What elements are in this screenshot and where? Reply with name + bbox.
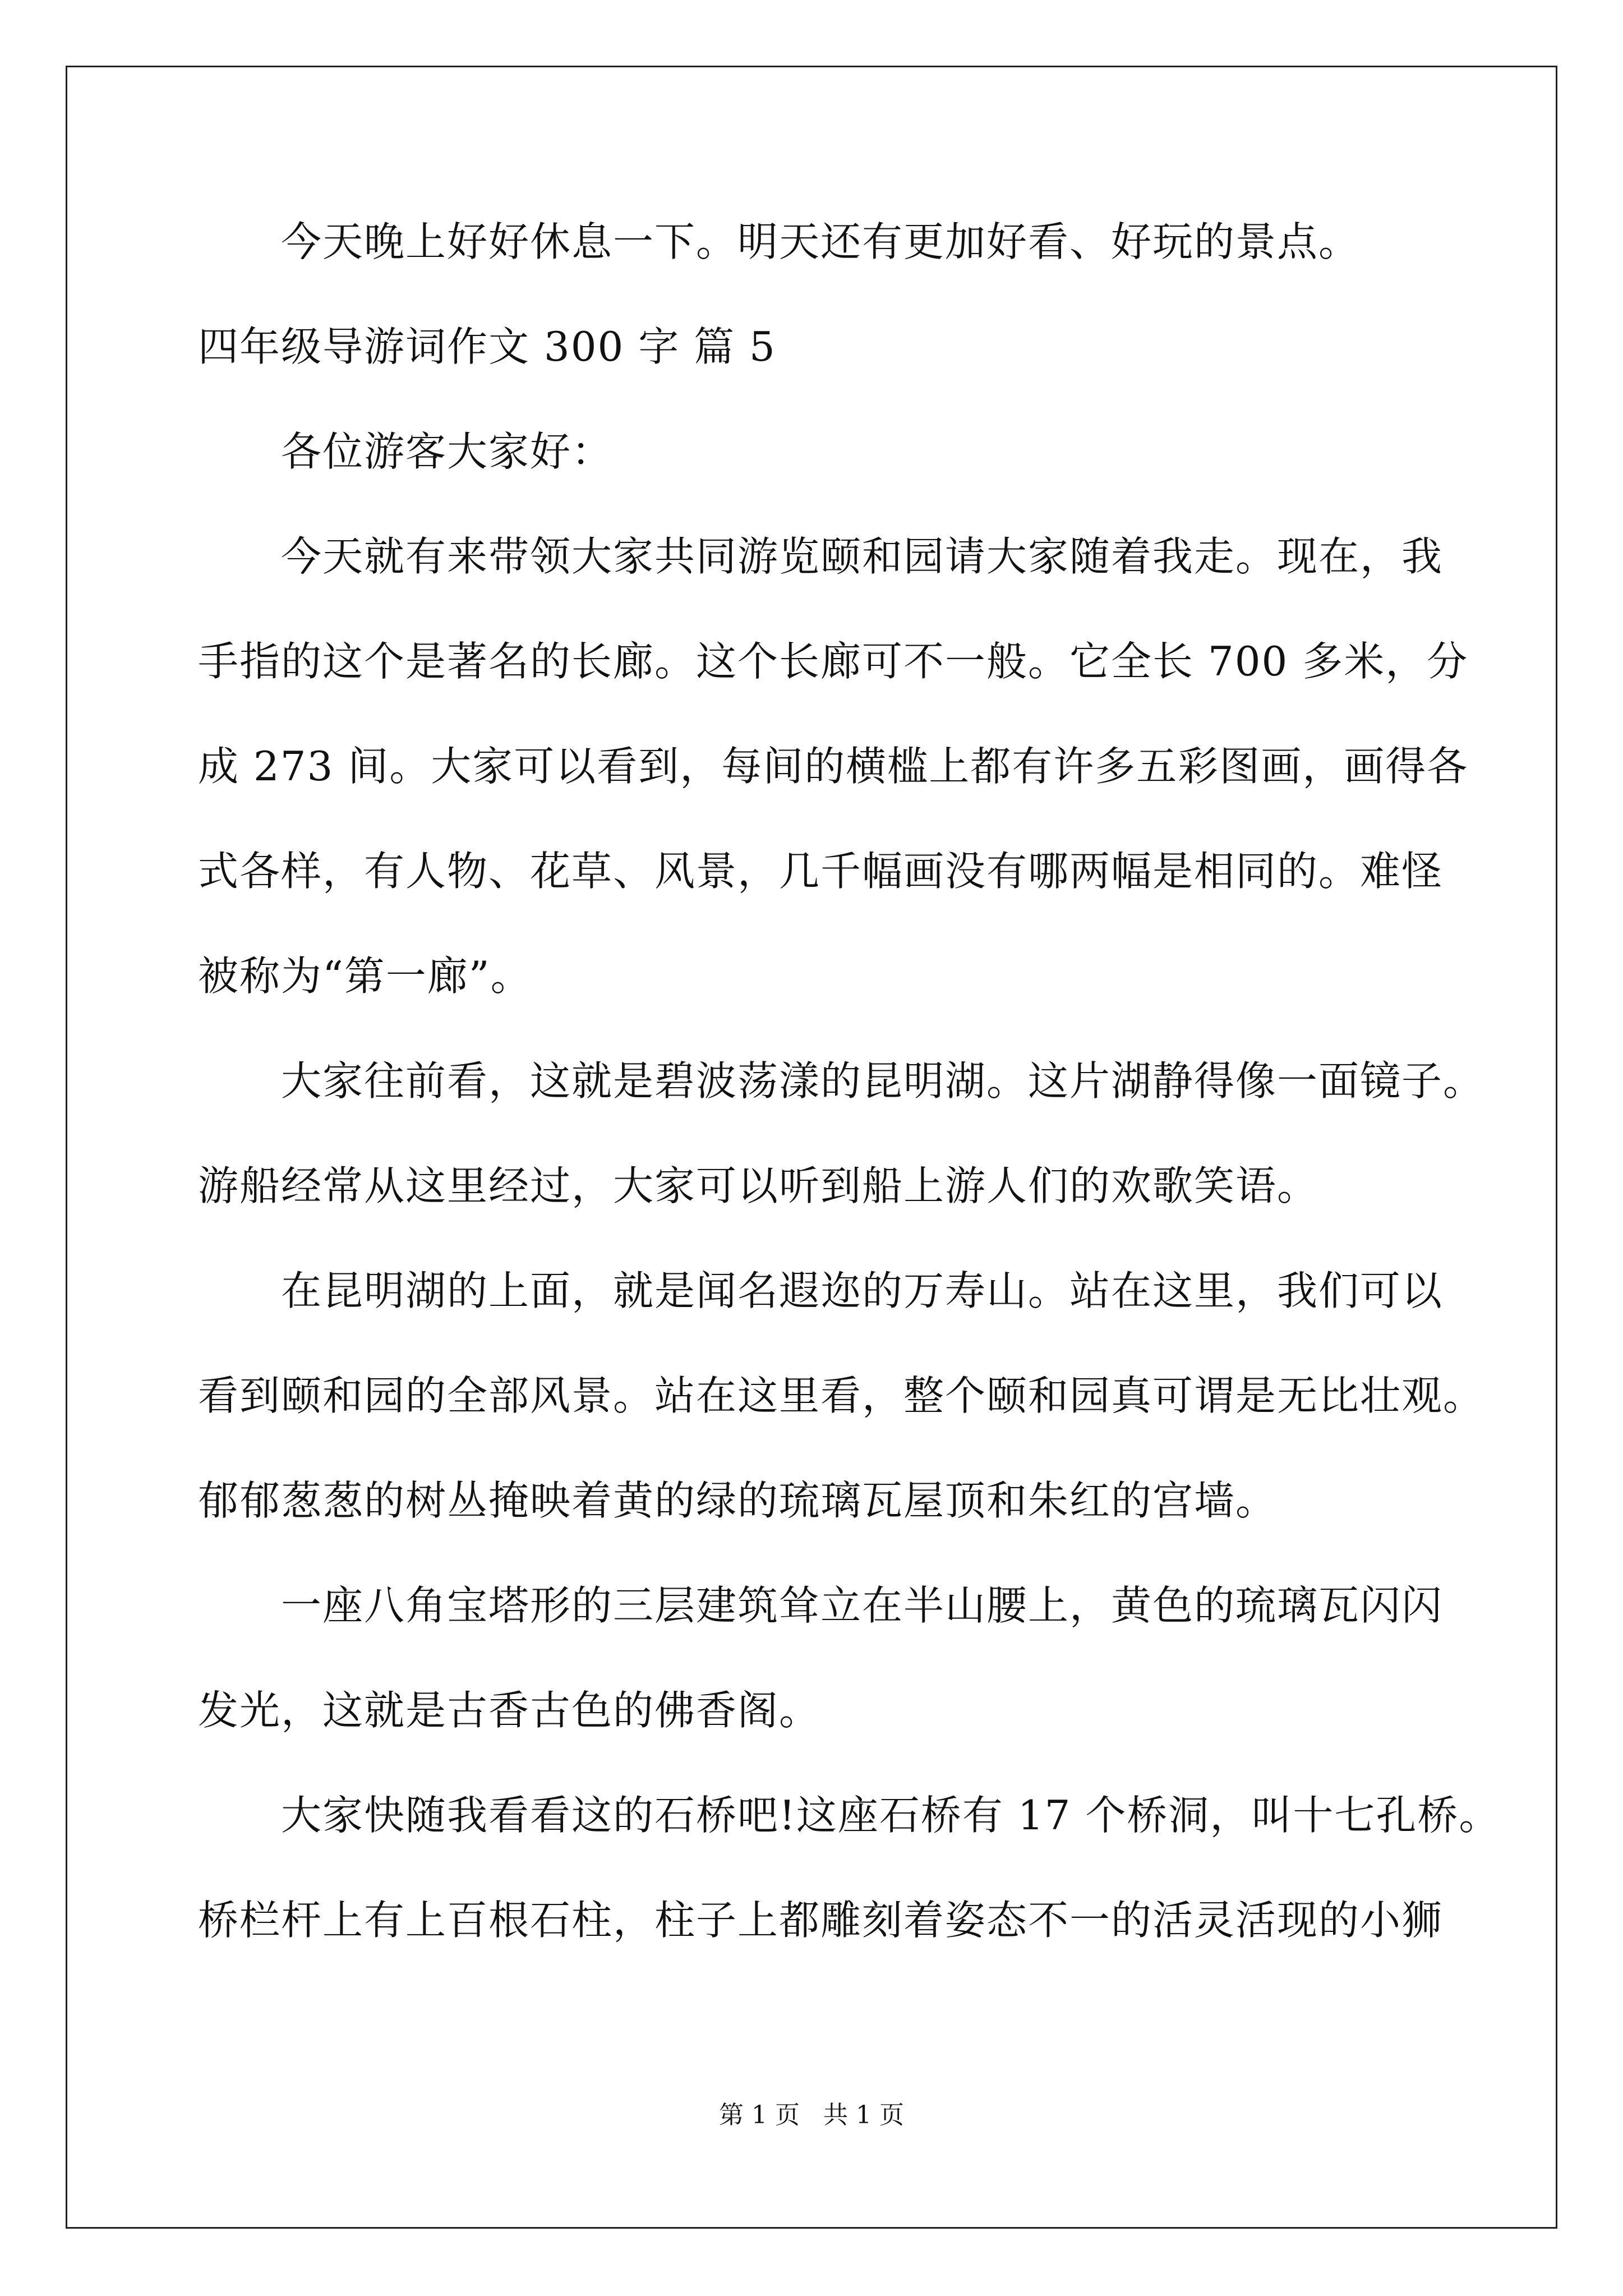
paragraph-line: 看到颐和园的全部风景。站在这里看，整个颐和园真可谓是无比壮观。 — [198, 1372, 1485, 1419]
section-heading: 四年级导游词作文 300 字 篇 5 — [198, 323, 776, 370]
paragraph-line: 一座八角宝塔形的三层建筑耸立在半山腰上，黄色的琉璃瓦闪闪 — [281, 1582, 1444, 1629]
paragraph-line: 桥栏杆上有上百根石柱，柱子上都雕刻着姿态不一的活灵活现的小狮 — [198, 1897, 1444, 1944]
paragraph-line: 大家快随我看看这的石桥吧!这座石桥有 17 个桥洞，叫十七孔桥。 — [281, 1792, 1501, 1839]
paragraph-line: 式各样，有人物、花草、风景，几千幅画没有哪两幅是相同的。难怪 — [198, 848, 1444, 895]
paragraph-line: 游船经常从这里经过，大家可以听到船上游人们的欢歌笑语。 — [198, 1162, 1319, 1209]
paragraph-line: 手指的这个是著名的长廊。这个长廊可不一般。它全长 700 多米，分 — [198, 638, 1469, 685]
paragraph-line: 在昆明湖的上面，就是闻名遐迩的万寿山。站在这里，我们可以 — [281, 1267, 1444, 1314]
paragraph-line: 郁郁葱葱的树丛掩映着黄的绿的琉璃瓦屋顶和朱红的宫墙。 — [198, 1477, 1278, 1524]
paragraph-line: 今天晚上好好休息一下。明天还有更加好看、好玩的景点。 — [281, 218, 1361, 265]
paragraph-line: 被称为“第一廊”。 — [198, 953, 532, 1000]
paragraph-line: 大家往前看，这就是碧波荡漾的昆明湖。这片湖静得像一面镜子。 — [281, 1057, 1485, 1105]
paragraph-line: 发光，这就是古香古色的佛香阁。 — [198, 1687, 821, 1734]
paragraph-line: 成 273 间。大家可以看到，每间的横槛上都有许多五彩图画，画得各 — [198, 743, 1469, 790]
document-body — [198, 218, 1501, 2005]
page-number-footer: 第 1 页 共 1 页 — [719, 2101, 904, 2129]
paragraph-line: 各位游客大家好： — [281, 428, 614, 475]
paragraph-line: 今天就有来带领大家共同游览颐和园请大家随着我走。现在，我 — [281, 533, 1444, 580]
